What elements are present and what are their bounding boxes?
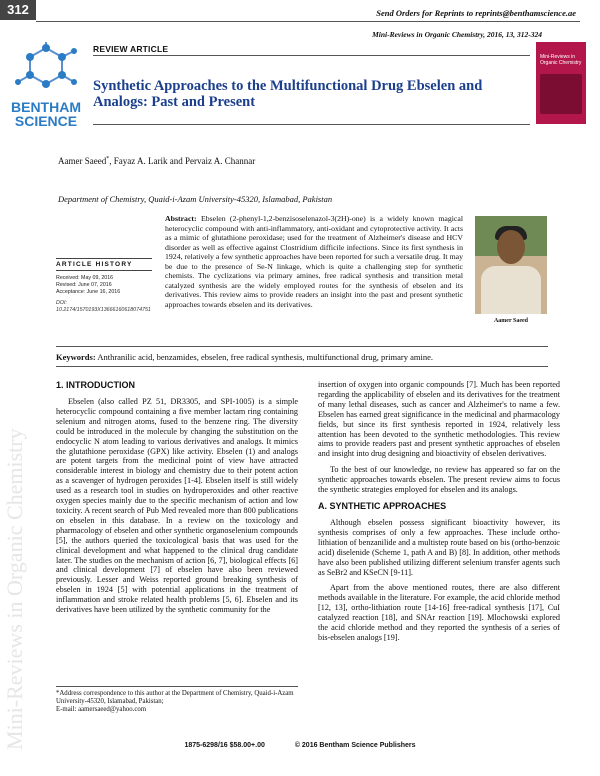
molecule-icon [6,42,86,100]
publisher-name-line1: BENTHAM [11,99,81,115]
abstract-text: Ebselen (2-phenyl-1,2-benzisoselenazol-3(2H)-one) is a widely known magical heterocyclic compound with anti-inflammatory, anti-oxidant and cytoprotective activity. It acts as a mimic of glutathione peroxidase; used for the treatment of Alzheimer's disease and HCV disorder as well as effective against Clostridium difficile infections. Since its first synthesis in 1924, relatively a few synthetic approaches have been reported for such a versatile drug. It may be due to the presence of Se-N linkage, which is quite a challenging step for synthetic chemists. The cyclizations via primary amines, free radical synthesis and transition metal catalyzed synthesis are the widely employed routes for the synthesis of ebselen and its derivatives. This review aims to provide readers an insight into the past and present synthetic approaches towards ebselen and its derivatives. [165,214,463,309]
doi-value[interactable]: 10.2174/1570193X13666160618074751 [56,307,151,313]
article-title: Synthetic Approaches to the Multifunctional Drug Ebselen and Analogs: Past and Present [93,78,483,110]
abstract-label: Abstract: [165,214,197,223]
page-number: 312 [0,0,36,20]
divider [36,21,580,22]
divider [93,124,530,125]
footnote-email[interactable]: E-mail: aamersaeed@yahoo.com [56,706,147,713]
affiliation: Department of Chemistry, Quaid-i-Azam University-45320, Islamabad, Pakistan [58,194,333,204]
correspondence-footnote [56,686,298,714]
abstract [165,214,463,309]
keywords-text: Anthranilic acid, benzamides, ebselen, free radical synthesis, multifunctional drug, primary amine. [97,352,433,362]
publisher-name [6,100,86,128]
received-date: Received: May 09, 2016 [56,275,114,281]
article-type: REVIEW ARTICLE [93,44,169,54]
author-mark: * [106,156,110,162]
keywords [56,352,556,362]
copyright: © 2016 Bentham Science Publishers [294,742,416,749]
body-column-right [318,380,560,643]
paragraph: Ebselen (also called PZ 51, DR3305, and SPI-1005) is a simple heterocyclic compound containing a five member lactam ring containing selenium and nitrogen atoms, fused to the benzene ring. The diversity could be introduced in the molecule by changing the substitution on the endocyclic N atom leading to various derivatives and analogs. It mimics the glutathione peroxidase (GPX) like activity. Ebselen (1) and analogs are potent targets from the medicinal point of view have attracted considerable interest in biology and chemistry due to their potent action as a scavenger of hydrogen peroxides [1-4]. Ebselen itself is still widely used as a research tool in studies on hydroperoxides and other reactive oxygen species mainly due to the specific mechanism of action and low toxicity. A recent search of Pub Med revealed more than 800 publications on ebselen in this database. In a review on the toxicology and pharmacology of ebselen and other synthetic organoselenium compounds [5], the authors queried the toxicological basis that was used for the clinical development and what happened to the clinical drug candidate later. The studies on the mechanism of action [6, 7], biological effects [6] and clinical development [7] of ebselen have also been reviewed previously. Lesser and Weiss reported ground breaking synthesis of ebselen in 1924 [5] with potential applications in the treatment of inflammation and stroke related health problems [5, 6]. Ebselen and its derivatives have been utilized by the synthetic community for the [56,397,298,615]
divider [56,346,548,347]
paragraph: To the best of our knowledge, no review has appeared so far on the synthetic approaches towards ebselen. The present review aims to focus the synthetic strategies employed for ebselen and its analogs. [318,465,560,495]
paragraph: insertion of oxygen into organic compounds [7]. Much has been reported regarding the applicability of ebselen and its derivatives for the treatment of many lethal diseases, such as cancer and Alzheimer's to name a few. Ebselen has earned great significance in the medicinal and pharmacology fields, but since its first synthesis reported in 1924, relatively less attention has been devoted to the synthetic methodologies. This review aims to provide readers past and present synthetic approaches of ebselen and insight into drug designing and bioactivity of ebselen derivatives. [318,380,560,459]
divider [56,366,548,367]
corresponding-author: Aamer Saeed [58,156,107,166]
publisher-name-line2: SCIENCE [14,113,78,129]
journal-watermark [0,220,30,760]
cover-title: Mini-Reviews in Organic Chemistry [540,54,582,66]
issn: 1875-6298/16 $58.00+.00 [184,742,265,749]
journal-cover [536,42,586,124]
paragraph: Although ebselen possess significant bioactivity however, its synthesis comprises of only a few approaches. These include ortho-lithiation of benzanilide and a multistep route based on bis (ortho-benzoic acid) diselenide (Scheme 1, path A and B) [8]. In addition, other methods have also been published utilizing different selenium transfer agents such as SeBr2 and KSeCN [9-11]. [318,517,560,577]
section-heading-introduction: 1. INTRODUCTION [56,380,136,390]
divider [93,55,530,56]
keywords-label: Keywords: [56,352,96,362]
journal-citation: Mini-Reviews in Organic Chemistry, 2016, 13, 312-324 [372,30,542,39]
photo-caption: Aamer Saeed [493,318,529,324]
other-authors: , Fayaz A. Larik and Pervaiz A. Channar [109,156,256,166]
page-footer [0,742,600,749]
author-photo [475,216,547,314]
watermark-text: Mini-Reviews in Organic Chemistry [2,428,27,750]
cover-image [540,74,582,114]
section-heading-synthetic-approaches: A. SYNTHETIC APPROACHES [318,500,447,511]
article-history [56,258,152,314]
author-list [58,156,255,166]
footnote-address: *Address correspondence to this author at the Department of Chemistry, Quaid-i-Azam University-45320, Islamabad, Pakistan; [56,690,294,705]
article-history-heading: ARTICLE HISTORY [56,258,152,271]
paragraph: Apart from the above mentioned routes, there are also different methods available in the literature. For example, the acid chloride method [12, 13], ortho-lithiation route [14-16] free-radical synthesis [17], CuI catalyzed reaction [18], and SNAr reaction [19]. Mlochowski explored the acid chloride method and they reported the synthesis of a series of bis-ebselen analogs [19]. [318,583,560,642]
accepted-date: Acceptance: June 16, 2016 [56,289,121,295]
revised-date: Revised: June 07, 2016 [56,282,112,288]
body-column-left [56,380,298,615]
doi-label: DOI: [56,300,67,306]
reprints-notice: Send Orders for Reprints to reprints@benthamscience.ae [376,8,576,18]
